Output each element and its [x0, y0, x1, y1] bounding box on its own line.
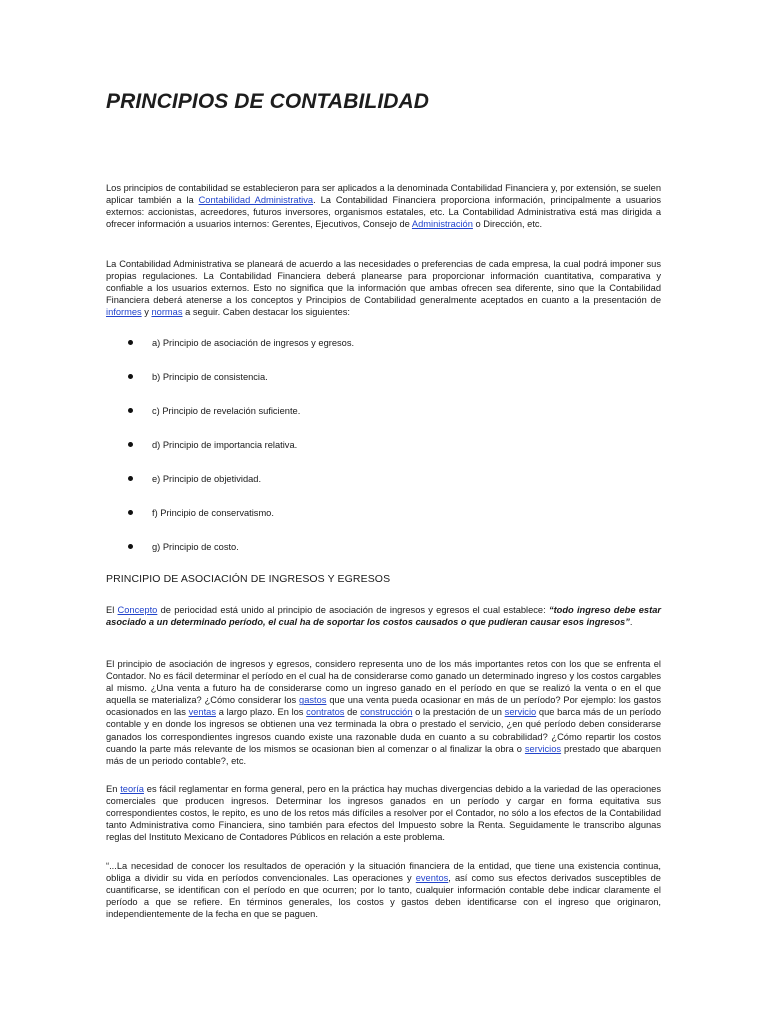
list-item-label: b) Principio de consistencia. — [152, 372, 268, 382]
list-item-label: d) Principio de importancia relativa. — [152, 440, 298, 450]
text-run: , así como sus efectos derivados susceptibles de cuantificarse, se identifican con el período en que ocurren; por lo tanto, cualquier información contable debe indicar claramente el período a que se refiere. En términos generales, los costos y gastos deben identificarse con el ingreso que originaron, independientemente de la fecha en que se paguen. — [106, 873, 661, 920]
paragraph-teoria — [106, 783, 661, 843]
text-run: . — [629, 617, 633, 628]
inline-link[interactable]: eventos — [415, 873, 449, 884]
text-run: a largo plazo. En los — [215, 707, 307, 718]
text-run: prestado que abarquen más de un periodo contable?, etc. — [106, 743, 661, 766]
inline-link[interactable]: servicios — [524, 743, 562, 754]
bullet-icon — [128, 442, 133, 447]
list-item-label: a) Principio de asociación de ingresos y egresos. — [152, 338, 355, 348]
inline-link[interactable]: Administración — [411, 219, 473, 230]
bullet-icon — [128, 408, 133, 413]
bullet-icon — [128, 544, 133, 549]
bullet-icon — [128, 340, 133, 345]
inline-link[interactable]: contratos — [306, 707, 345, 718]
text-run: o Dirección, etc. — [472, 219, 543, 230]
text-run: de periocidad está unido al principio de asociación de ingresos y egresos el cual establece: — [157, 605, 549, 615]
bullet-icon — [128, 476, 133, 481]
text-run: “...La necesidad de conocer los resultados de operación y la situación financiera de la entidad, que tiene una existencia continua, obliga a dividir su vida en períodos convencionales. Las operaciones y — [106, 861, 661, 884]
text-run: . La Contabilidad Financiera proporciona información, principalmente a usuarios externos: accionistas, acreedores, futuros inversores, organismos estatales, etc. La Contabilidad Administrativa está mas dirigida a ofrecer información a usuarios internos: Gerentes, Ejecutivos, Consejo de — [106, 195, 661, 230]
text-run: que una venta pueda ocasionar en más de un período? Por ejemplo: los gastos ocasionados en las — [106, 695, 661, 718]
list-item-label: f) Principio de conservatismo. — [152, 508, 274, 518]
text-run: o la prestación de un — [412, 707, 505, 718]
text-run: a seguir. Caben destacar los siguientes: — [182, 307, 350, 318]
text-run: que barca más de un período contable y en donde los ingresos se obtienen una vez terminada la obra o prestado el servicio, ¿en qué período deben considerarse ganados los correspondientes ingresos cuando existe una razonable duda en cuanto a su cobrabilidad? ¿Cómo repartir los costos cuando la parte más relevante de los mismos se ocasionan bien al comenzar o al finalizar la obra o — [106, 707, 662, 754]
paragraph-quote — [106, 860, 661, 920]
list-item-label: e) Principio de objetividad. — [152, 474, 262, 484]
text-run: En — [106, 784, 121, 794]
inline-link[interactable]: informes — [106, 307, 142, 318]
inline-link[interactable]: Concepto — [117, 605, 158, 615]
text-run: El principio de asociación de ingresos y egresos, considero representa uno de los más importantes retos con los que se enfrenta el Contador. No es fácil determinar el período en el cual ha de considerarse como ganado un determinado ingreso y los costos cargables al mismo. ¿Una venta a futuro ha de considerarse como un ingreso ganado en el período en que se realizó la venta o en el que aquella se materializa? ¿Cómo considerar los — [106, 659, 661, 706]
list-item-label: g) Principio de costo. — [152, 542, 239, 552]
inline-link[interactable]: construcción — [360, 707, 413, 718]
bullet-icon — [128, 374, 133, 379]
bullet-icon — [128, 510, 133, 515]
page-title: PRINCIPIOS DE CONTABILIDAD — [106, 90, 430, 113]
text-run: y — [141, 307, 152, 318]
emphasized-quote: “todo ingreso debe estar asociado a un determinado período, el cual ha de soportar los costos causados o que pudieran causar esos ingresos” — [106, 605, 661, 628]
inline-link[interactable]: gastos — [299, 695, 327, 706]
text-run: es fácil reglamentar en forma general, pero en la práctica hay muchas divergencias debido a la variedad de las operaciones comerciales que producen ingresos. Determinar los ingresos ganados en un período y cargar en forma equitativa sus correspondientes costos, le repito, es uno de los retos más difíciles a resolver por el Contador, no sólo a los efectos de la Contabilidad tanto Administrativa como Financiera, sino también para efectos del Impuesto sobre la Renta. Seguidamente le transcribo algunas reglas del Instituto Mexicano de Contadores Públicos en relación a este problema. — [106, 784, 661, 843]
inline-link[interactable]: teoría — [120, 784, 144, 794]
text-run: de — [344, 707, 361, 718]
inline-link[interactable]: ventas — [188, 707, 216, 718]
paragraph-concepto — [106, 604, 661, 628]
paragraph-asociacion — [106, 658, 661, 767]
section-heading: PRINCIPIO DE ASOCIACIÓN DE INGRESOS Y EGRESOS — [106, 573, 391, 585]
text-run: La Contabilidad Administrativa se planeará de acuerdo a las necesidades o preferencias de cada empresa, la cual podrá imponer sus propias regulaciones. La Contabilidad Financiera deberá planearse para proporcionar información cuantitativa, comparativa y confiable a los usuarios externos. Esto no significa que la información que ambas ofrecen sea diferente, sino que la Contabilidad Financiera deberá atenerse a los conceptos y Principios de Contabilidad generalmente aceptados en cuanto a la presentación de — [106, 259, 661, 306]
inline-link[interactable]: servicio — [504, 707, 537, 718]
text-run: El — [106, 605, 118, 615]
inline-link[interactable]: normas — [151, 307, 183, 318]
paragraph-administrativa — [106, 258, 661, 318]
inline-link[interactable]: Contabilidad Administrativa — [198, 195, 314, 206]
text-run: Los principios de contabilidad se establecieron para ser aplicados a la denominada Contabilidad Financiera y, por extensión, se suelen aplicar también a la — [106, 183, 661, 206]
paragraph-intro — [106, 182, 661, 230]
list-item-label: c) Principio de revelación suficiente. — [152, 406, 301, 416]
